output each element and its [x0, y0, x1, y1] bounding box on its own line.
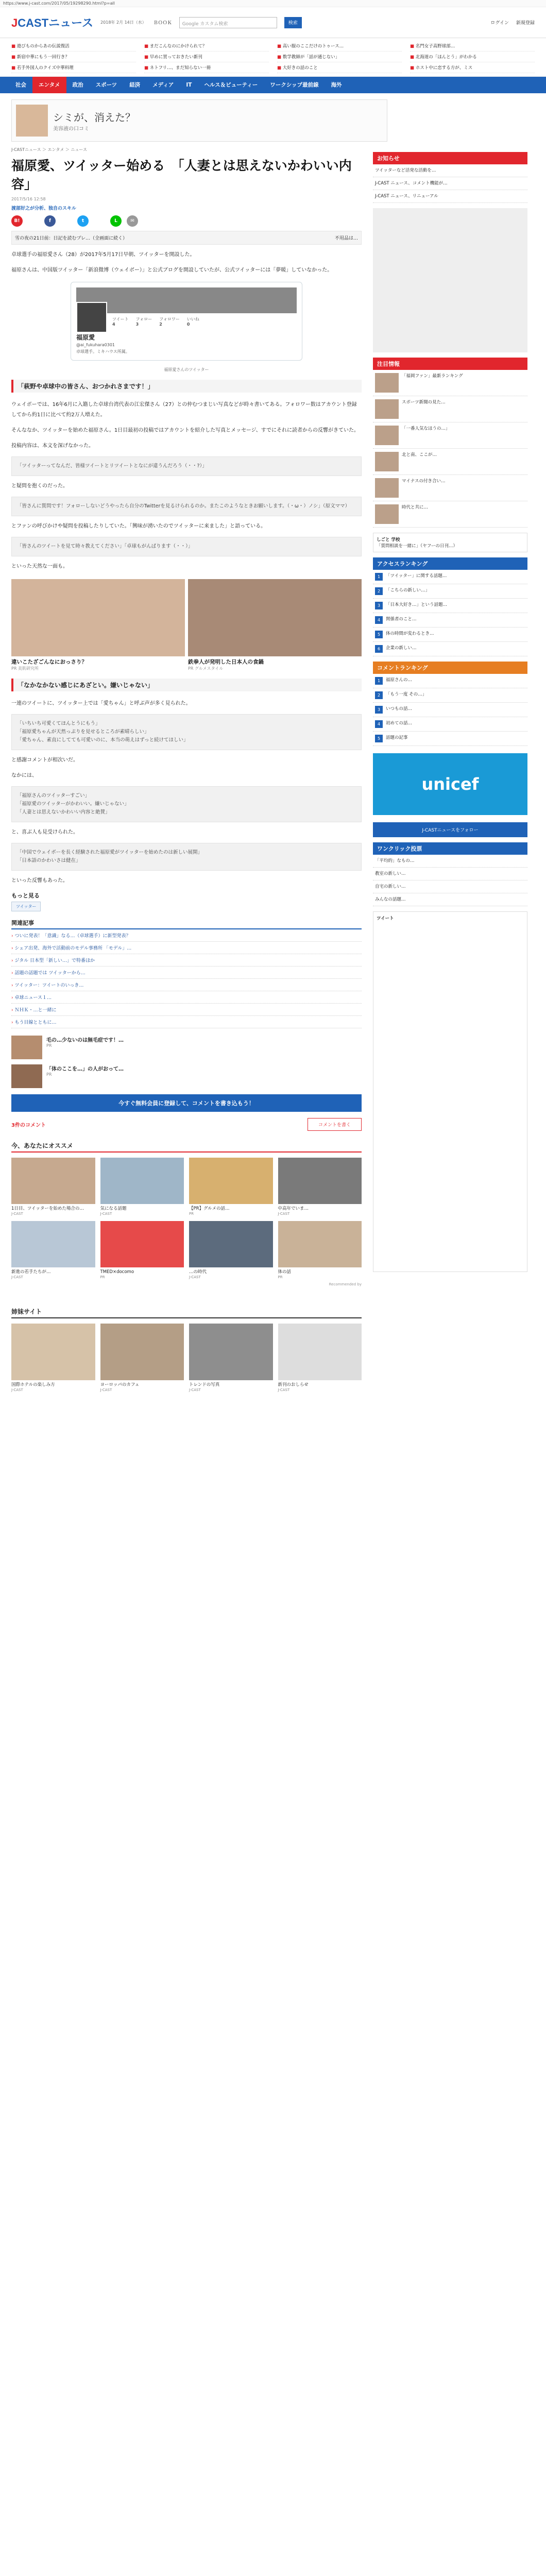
url-bar: https://www.j-cast.com/2017/05/19298290.html?p=all — [0, 0, 546, 7]
ad-subtext: 美容液の口コミ — [53, 126, 89, 132]
card-title: 気になる話題 — [100, 1206, 127, 1211]
twitter-stats: ツイート 4 フォロー 3 フォロワー 2 いいね 0 — [112, 317, 199, 327]
card-image — [11, 1324, 95, 1380]
card-title: 中高年でいま… — [278, 1206, 309, 1211]
sister-card[interactable] — [100, 1324, 184, 1392]
text-ad[interactable] — [11, 1064, 362, 1088]
twitter-name: 福原愛 — [76, 334, 95, 341]
tweet-quote: 「ツイッターってなんだ、皆様ツイートとリツイートとなにが違うんだろう（・・?）」 — [11, 456, 362, 476]
related-link[interactable]: › 卓球ニュース１… — [11, 991, 362, 1004]
thumb — [375, 399, 399, 419]
ticker-left: 雪の夜の21日前：日記を読むプレ…（全画面に続く） — [15, 236, 128, 241]
tweet-heading: ツイート — [377, 916, 394, 921]
follow-button[interactable]: J-CASTニュースをフォロー — [373, 822, 527, 837]
pickup-item[interactable]: 時代と共に… — [373, 501, 527, 528]
share-count: 0 — [31, 218, 36, 224]
thumb — [375, 478, 399, 498]
pickup-item[interactable]: マイナスの付き合い… — [373, 475, 527, 501]
card-title: 1日目、ツイッターを始めた場合の… — [11, 1206, 84, 1211]
article-paragraph: とファンの呼びかけや疑問を投稿したりしていた。「興味が湧いたのでツイッターに来ました」と語っている。 — [11, 523, 266, 529]
login-link[interactable]: ログイン — [490, 21, 509, 26]
card-title: 新刊のおしらせ — [278, 1382, 309, 1387]
thumb — [375, 373, 399, 393]
ranking-item[interactable]: 1 福原さんの… — [373, 674, 527, 688]
ad-image — [188, 579, 362, 656]
inline-ad[interactable] — [11, 579, 185, 671]
access-ranking — [373, 557, 527, 656]
tags-heading: もっと見る — [11, 892, 40, 899]
image-caption: 福原愛さんのツイッター — [164, 367, 209, 372]
inline-ads — [11, 579, 362, 671]
notice-item[interactable]: ■ 数学教師が「話が通じない」 — [277, 52, 402, 62]
ad-image — [11, 579, 185, 656]
facebook-icon[interactable]: f — [44, 215, 56, 227]
nav-politics[interactable]: 政治 — [72, 82, 83, 88]
sister-heading: 姉妹サイト — [11, 1307, 362, 1318]
pickup-box — [373, 358, 527, 528]
ranking-item[interactable]: 4 初めての話… — [373, 717, 527, 732]
ad-image — [11, 1064, 42, 1088]
search-input[interactable]: Google カスタム検索 — [179, 17, 277, 28]
news-item[interactable]: J-CAST ニュース、リニューアル — [373, 190, 527, 203]
inline-ad[interactable] — [188, 579, 362, 671]
nav-it[interactable]: IT — [186, 82, 192, 88]
job-heading: しごと 学校 — [377, 537, 400, 543]
ad-sponsor: PR — [46, 1072, 52, 1077]
article-paragraph: 投稿内容は、本文を深げなかった。 — [11, 443, 94, 449]
pickup-item[interactable]: 「一番人気なほうの…」 — [373, 422, 527, 449]
nav-overseas[interactable]: 海外 — [331, 82, 342, 88]
thumb — [375, 452, 399, 471]
ad-title: 違いこたざごんなにおっさり？ — [11, 659, 87, 665]
header-book-link[interactable]: ＢＯＯＫ — [153, 21, 172, 26]
vote-box — [373, 842, 527, 906]
card-image — [189, 1324, 273, 1380]
ranking-item[interactable]: 1 「ツイッター」に関する話題… — [373, 570, 527, 584]
card-title: 【PR】グルメの話… — [189, 1206, 230, 1211]
article-title: 福原愛、ツイッター始める 「人妻とは思えないかわいい内容」 — [11, 158, 352, 192]
card-source: J-CAST — [278, 1388, 290, 1392]
sister-card[interactable] — [189, 1324, 273, 1392]
nav-entame[interactable]: エンタメ — [32, 77, 66, 93]
news-item[interactable]: J-CAST ニュース、コメント機能が… — [373, 177, 527, 190]
notice-item[interactable]: ■ 遊びものからあの伝説復活 — [11, 41, 136, 52]
related-link[interactable]: › もう目線とともに… — [11, 1016, 362, 1028]
write-comment-button[interactable]: コメントを書く — [308, 1118, 362, 1131]
nav-workship[interactable]: ワークシップ最前線 — [270, 82, 319, 88]
recommend-heading: 今、あなたにオススメ — [11, 1141, 362, 1153]
nav-health[interactable]: ヘルス＆ビューティー — [204, 82, 258, 88]
nav-sports[interactable]: スポーツ — [95, 82, 117, 88]
notice-item[interactable]: ■ ネトフリ…、まだ知らない一冊 — [144, 63, 269, 73]
top-banner-ad[interactable] — [11, 99, 387, 142]
header-date: 2018年 2月 14日（水） — [100, 20, 146, 25]
related-link[interactable]: › ＮＨＫ・…と一緒に — [11, 1004, 362, 1016]
vote-heading: ワンクリック投票 — [373, 842, 527, 855]
pickup-item[interactable]: スポーツ新聞の見た… — [373, 396, 527, 422]
sister-sites — [11, 1307, 362, 1392]
recommend-credit: Recommended by — [329, 1282, 362, 1286]
article-paragraph: といった反響もあった。 — [11, 878, 68, 884]
notice-item[interactable]: ■ まだこんなのにかけられて？ — [144, 41, 269, 52]
mail-icon[interactable]: ✉ — [127, 215, 138, 227]
sister-card[interactable] — [11, 1324, 95, 1392]
card-image — [278, 1221, 362, 1267]
comment-ranking — [373, 662, 527, 746]
section-heading: 「なかなかない感じにあざとい。嫌いじゃない」 — [11, 679, 362, 691]
card-title: …の時代 — [189, 1269, 207, 1275]
card-source: PR — [278, 1275, 283, 1279]
ranking-item[interactable]: 4 関係者のこと… — [373, 613, 527, 628]
related-link[interactable]: › 話題の話題では ツイッターから… — [11, 967, 362, 979]
text-ad[interactable] — [11, 1036, 362, 1059]
sidebar — [373, 147, 527, 1392]
card-source: J-CAST — [189, 1275, 201, 1279]
recommend-card[interactable] — [189, 1158, 273, 1216]
unicef-banner[interactable]: unicef — [373, 753, 527, 815]
article-paragraph: といった天然な一面も。 — [11, 564, 68, 569]
headline-ticker[interactable] — [11, 231, 362, 245]
recommend-section — [11, 1141, 362, 1286]
register-comment-button[interactable]: 今すぐ無料会員に登録して、コメントを書き込もう！ — [11, 1094, 362, 1112]
ranking-item[interactable]: 5 話題の記事 — [373, 732, 527, 746]
article-paragraph: 卓球選手の福原愛さん（28）が2017年5月17日早朝、ツイッターを開設した。 — [11, 252, 195, 258]
card-title: TMED×docomo — [100, 1269, 134, 1275]
article-paragraph: と疑問を抱くのだった。 — [11, 483, 68, 489]
ranking-heading: アクセスランキング — [373, 557, 527, 570]
vote-item[interactable]: 「平均的」なもの… — [373, 855, 527, 868]
card-title: ヨーロッパのカフェ — [100, 1382, 140, 1387]
notice-item[interactable]: ■ 新宿中華にもう一回行き？ — [11, 52, 136, 62]
article-subhead: 渡部好之が分析、独自のスキル — [11, 206, 76, 211]
ad-headline: シミが、消えた？ — [53, 111, 135, 124]
notice-item[interactable]: ■ 大好きの話のこと — [277, 63, 402, 73]
ad-title: 鉄拳人が発明した日本人の食鍋 — [188, 659, 264, 665]
vote-item[interactable]: 教室の新しい… — [373, 868, 527, 880]
job-text: 「質問相談を一緒に」（ヤフーの日刊…） — [377, 544, 457, 549]
card-image — [100, 1221, 184, 1267]
comment-ranking-heading: コメントランキング — [373, 662, 527, 674]
article-paragraph: なかには、 — [11, 773, 37, 778]
notice-item[interactable]: ■ 高い服のここだけのトゥース… — [277, 41, 402, 52]
vote-item[interactable]: みんなの話題… — [373, 893, 527, 906]
article-paragraph: 一連のツイートに、ツイッター上では「愛ちゃん」と呼ぶ声が多く見られた。 — [11, 701, 191, 706]
tweet-quote: 「中国でウェイボーを長く経験された福原愛がツイッターを始めたのは新しい展開」 「日本語のかわいさは健在」 — [11, 843, 362, 871]
ranking-item[interactable]: 3 「日本大好き…」という話題… — [373, 599, 527, 613]
ad-image — [16, 105, 48, 137]
comment-count[interactable]: 3件のコメント — [11, 1123, 46, 1128]
ranking-item[interactable]: 5 体の時間が変わるとき… — [373, 628, 527, 642]
ad-title: 「体のここを…」の人がおって… — [46, 1066, 124, 1072]
notice-item[interactable]: ■ 若手外国人のクイズ中華料理 — [11, 63, 136, 73]
sister-card[interactable] — [278, 1324, 362, 1392]
card-image — [189, 1221, 273, 1267]
notice-item[interactable]: ■ 北海道の「ほんとう」がわかる — [410, 52, 535, 62]
global-nav — [0, 77, 546, 93]
tag-chip[interactable]: ツイッター — [11, 902, 41, 911]
breadcrumb[interactable]: J-CASTニュース ＞ エンタメ ＞ ニュース — [11, 147, 88, 152]
article-paragraph: ウェイボーでは、16年6月に入籍した卓球台湾代表の江宏傑さん（27）との仲むつまじい写真などが時々書いてある。フォロワー数はアカウント登録してから約1日に比べて約2万人増えた。 — [11, 402, 357, 418]
thumb — [375, 504, 399, 524]
pickup-heading: 注目情報 — [373, 358, 527, 370]
article-date: 2017/5/16 12:58 — [11, 197, 46, 201]
news-heading: お知らせ — [373, 152, 527, 164]
card-source: J-CAST — [278, 1212, 290, 1216]
twitter-banner — [76, 287, 297, 313]
ticker-right: 不用品は… — [334, 236, 358, 241]
ranking-item[interactable]: 3 いつもの話… — [373, 703, 527, 717]
twitter-avatar — [76, 302, 107, 333]
ranking-item[interactable]: 2 「もう一度 その…」 — [373, 688, 527, 703]
article-paragraph: と感謝コメントが相次いだ。 — [11, 757, 78, 763]
article-paragraph: そんななか、ツイッターを始めた福原さん。1日目最初の投稿ではアカウントを紹介した写真とメッセージ、すでにそれに読者からの反響がきていた。 — [11, 428, 360, 433]
recommend-card[interactable] — [11, 1158, 95, 1216]
tweet-quote: 「福原さんのツイッターすごい」 「福原愛のツイッターがかわいい。嫌いじゃない」 「人妻とは思えないかわいい内容と絶賛」 — [11, 786, 362, 822]
recommend-card[interactable] — [189, 1221, 273, 1279]
twitter-card[interactable] — [71, 282, 302, 361]
register-link[interactable]: 新規登録 — [516, 21, 535, 26]
card-source: PR — [100, 1275, 105, 1279]
thumb — [375, 426, 399, 445]
tweet-quote: 「皆さんに質問です！フォローしないどうやったら自分のTwitterを見るけられるのか。またこのようなときお願いします。（・ω・）ノシ」（原文ママ） — [11, 497, 362, 516]
card-title: トレンドの写真 — [189, 1382, 220, 1387]
nav-media[interactable]: メディア — [152, 82, 174, 88]
recommend-card[interactable] — [278, 1158, 362, 1216]
share-bar — [11, 215, 362, 227]
card-source: J-CAST — [189, 1388, 201, 1392]
card-image — [100, 1324, 184, 1380]
related-articles — [11, 919, 362, 1028]
nav-economy[interactable]: 経済 — [129, 82, 141, 88]
card-source: PR — [189, 1212, 194, 1216]
pickup-item[interactable]: 北と南、ここが… — [373, 449, 527, 475]
tag-list — [11, 891, 362, 911]
article-column — [11, 147, 362, 1392]
ranking-item[interactable]: 6 企業の新しい… — [373, 642, 527, 656]
ad-sponsor: PR グルメスタイル — [188, 666, 224, 671]
pickup-item[interactable]: 「福岡ファン」最新ランキング — [373, 370, 527, 396]
card-source: J-CAST — [100, 1388, 112, 1392]
bookmark-icon[interactable]: B! — [11, 215, 23, 227]
tweet-timeline[interactable] — [373, 911, 527, 1272]
line-icon[interactable]: L — [110, 215, 122, 227]
notice-item[interactable]: ■ ホスト中に恋する方が、ミス — [410, 63, 535, 73]
nav-society[interactable]: 社会 — [15, 82, 26, 88]
card-image — [189, 1158, 273, 1204]
related-heading: 関連記事 — [11, 919, 362, 929]
notice-grid — [0, 38, 546, 77]
card-source: J-CAST — [11, 1388, 23, 1392]
related-link[interactable]: › ジタル 日本型「新しい…」で特番ほか — [11, 954, 362, 967]
twitter-bio: 卓球選手。ミキハウス所属。 — [76, 349, 130, 354]
card-image — [11, 1158, 95, 1204]
ad-sponsor: PR — [46, 1043, 52, 1048]
vote-item[interactable]: 自宅の新しい… — [373, 880, 527, 893]
card-image — [100, 1158, 184, 1204]
related-link[interactable]: › シェア出発、海外で活動前のモデル事務所 「モデル」… — [11, 942, 362, 954]
card-title: 体の話 — [278, 1269, 292, 1275]
notice-item[interactable]: ■ 名門女子高野球部… — [410, 41, 535, 52]
recommend-card[interactable] — [100, 1221, 184, 1279]
comment-row — [11, 1118, 362, 1131]
tweet-quote: 「いちいち可愛くてほんとうにもう」 「福原愛ちゃんが天然っぷりを見せるところが素晴らしい」 「愛ちゃん、素直にしてても可愛いのに、本当の萌えはずっと続けてほしい」 — [11, 714, 362, 750]
ad-title: 毛の…少ないのは無毛症です！… — [46, 1038, 124, 1043]
news-item[interactable]: ツイッターなど活発な活動を… — [373, 164, 527, 177]
site-header — [0, 7, 546, 38]
recommend-card[interactable] — [100, 1158, 184, 1216]
card-image — [11, 1221, 95, 1267]
card-title: 新進の若手たちが… — [11, 1269, 51, 1275]
section-heading: 「萩野や卓球中の皆さん、おつかれさまです！」 — [11, 380, 362, 393]
twitter-icon[interactable]: t — [77, 215, 89, 227]
news-box — [373, 152, 527, 203]
share-count: 0 — [97, 218, 101, 224]
card-image — [278, 1158, 362, 1204]
sidebar-ad[interactable] — [373, 208, 527, 352]
twitter-handle: @ai_fukuhara0301 — [76, 343, 115, 347]
card-source: J-CAST — [100, 1212, 112, 1216]
job-box[interactable] — [373, 533, 527, 552]
ranking-item[interactable]: 2 「こちらの新しい…」 — [373, 584, 527, 599]
ad-image — [11, 1036, 42, 1059]
search-button[interactable]: 検索 — [284, 17, 302, 28]
related-link[interactable]: › ツイッター：ツイートのいっき… — [11, 979, 362, 991]
related-link[interactable]: › ついに発表！「意識」なる…（卓球選手）に新型発表？ — [11, 929, 362, 942]
tweet-quote: 「皆さんのツイートを見て時々教えてください」「卓球もがんばります（・・）」 — [11, 537, 362, 556]
recommend-card[interactable] — [11, 1221, 95, 1279]
card-title: 国際ホテルの楽しみ方 — [11, 1382, 55, 1387]
article-paragraph: 福原さんは、中国版ツイッター「新浪微博（ウェイボー）」と公式ブログを開設していたが、公式ツイッターには「夢暖」していなかった。 — [11, 267, 333, 273]
card-source: J-CAST — [11, 1212, 23, 1216]
share-count: 0 — [64, 218, 69, 224]
recommend-card[interactable] — [278, 1221, 362, 1279]
ad-sponsor: PR 美肌研究所 — [11, 666, 39, 671]
notice-item[interactable]: ■ 早めに買っておきたい新刊 — [144, 52, 269, 62]
site-logo[interactable]: JCASTニュース — [11, 16, 94, 29]
article-paragraph: と、喜ぶ人も見受けられた。 — [11, 829, 78, 835]
card-source: J-CAST — [11, 1275, 23, 1279]
card-image — [278, 1324, 362, 1380]
